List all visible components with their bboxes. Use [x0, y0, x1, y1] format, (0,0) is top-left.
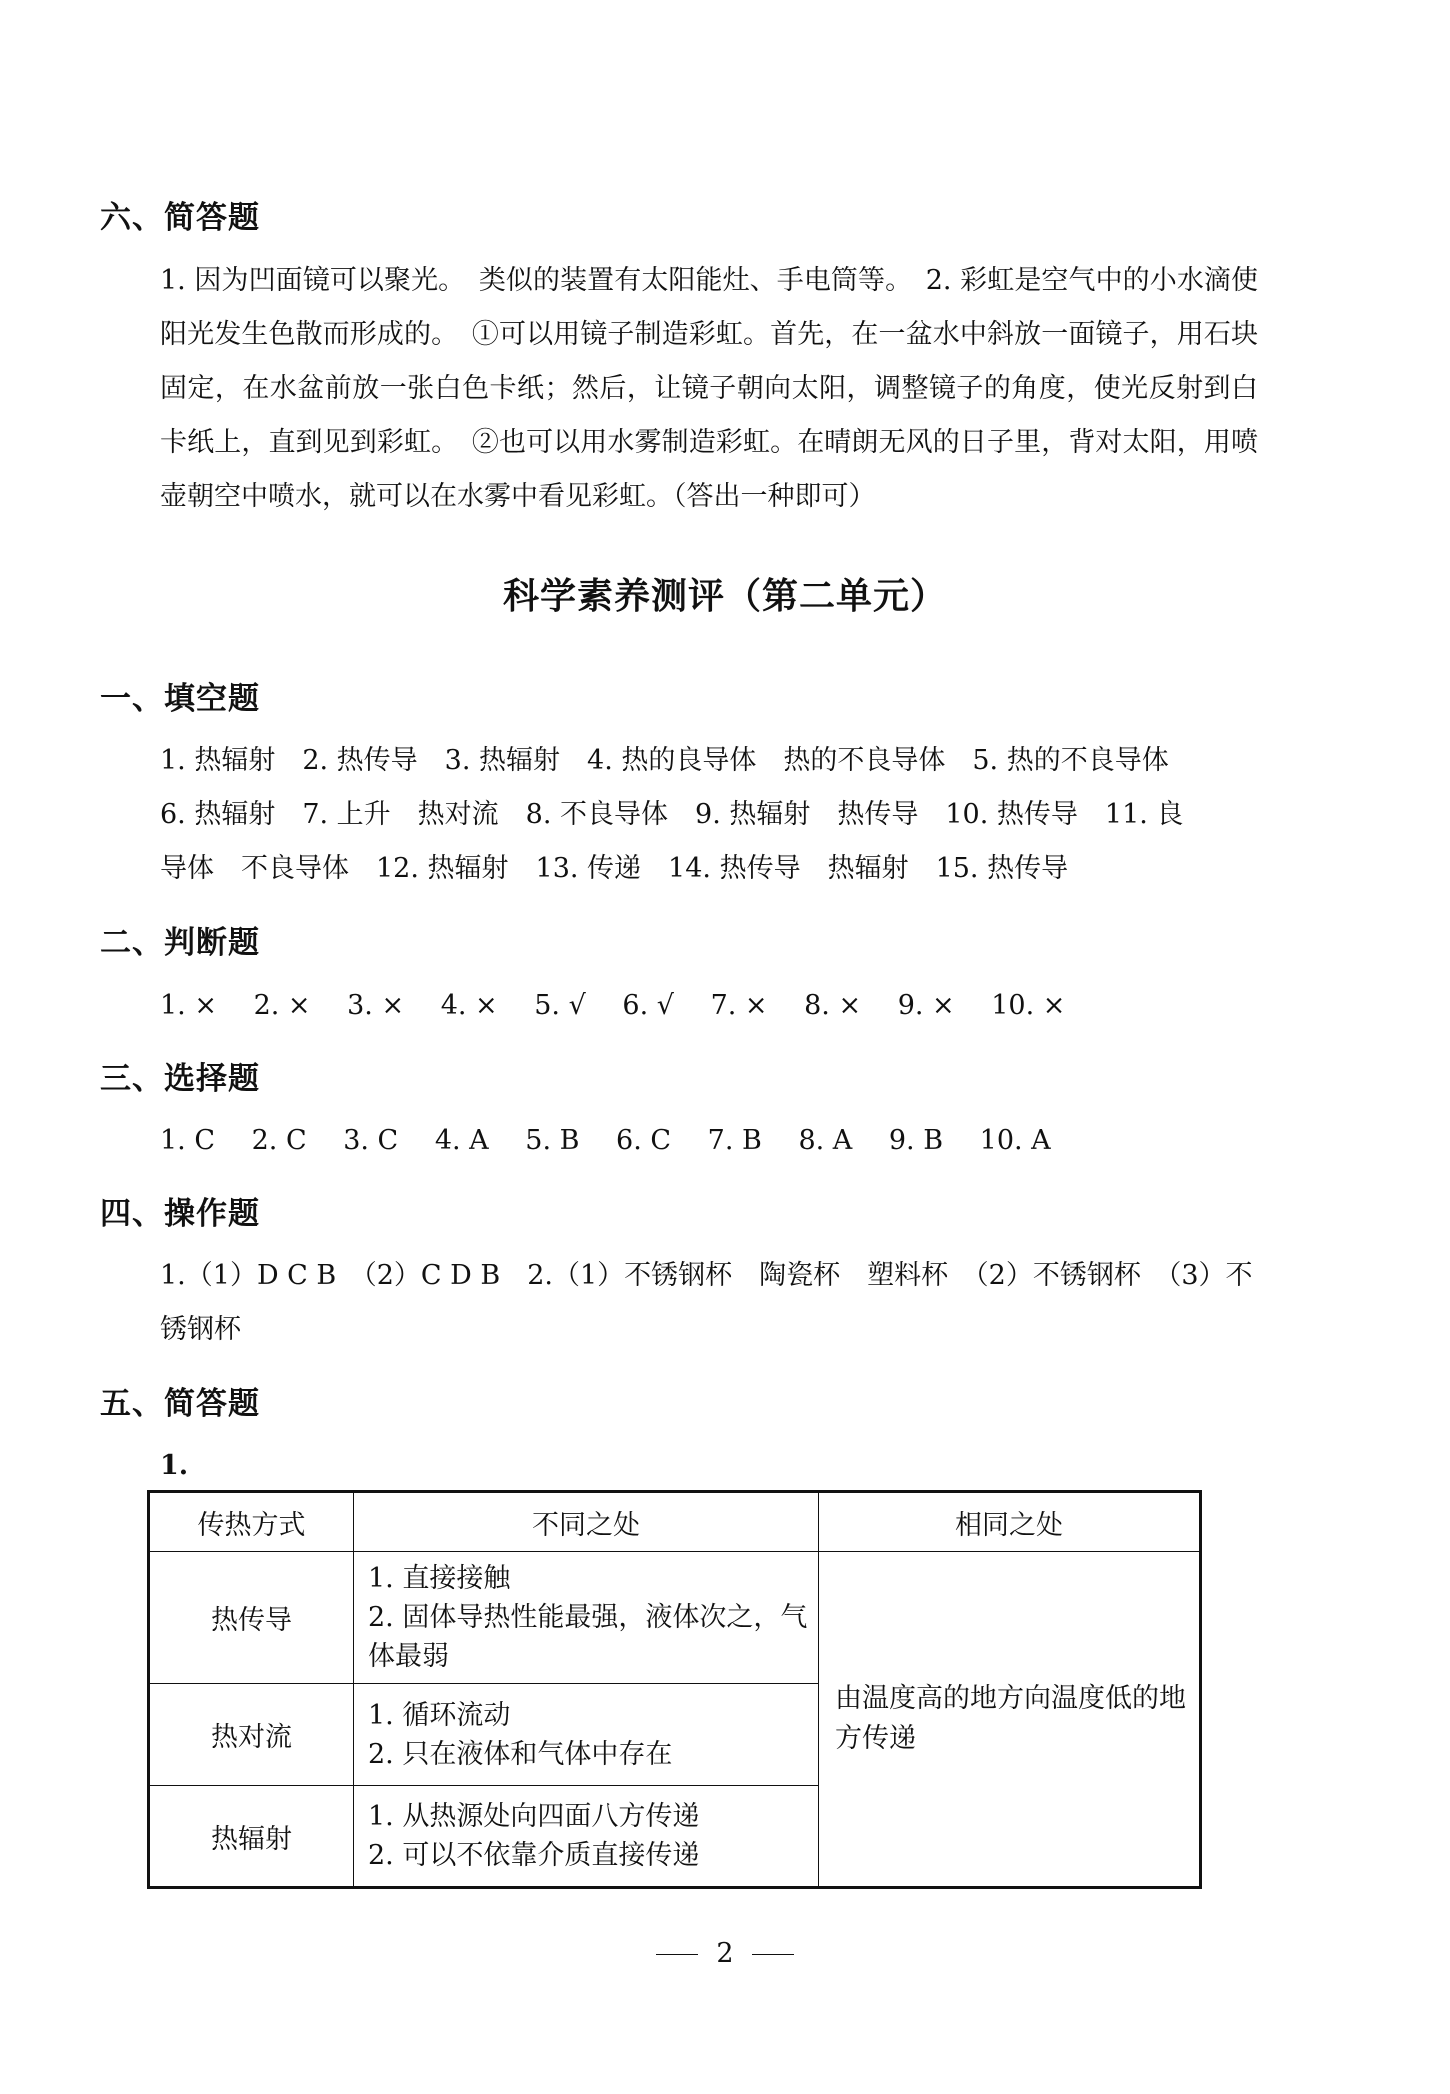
judge-answer: 9. × — [897, 990, 955, 1021]
choice-answer: 10. A — [979, 1125, 1051, 1156]
choice-answer: 4. A — [434, 1125, 489, 1156]
judge-answer: 4. × — [440, 990, 498, 1021]
table-header-row — [149, 1492, 1201, 1552]
choice-answer: 3. C — [343, 1125, 399, 1156]
table-header: 相同之处 — [819, 1492, 1201, 1552]
operation-line-1: 1.（1）D C B （2）C D B 2.（1）不锈钢杯 陶瓷杯 塑料杯 （2）不锈钢杯 （3）不 — [160, 1260, 1253, 1291]
table-header: 不同之处 — [354, 1492, 819, 1552]
diff-item: 1. 从热源处向四面八方传递 — [368, 1801, 700, 1832]
page-footer — [0, 1938, 1450, 1969]
choice-answer: 1. C — [160, 1125, 216, 1156]
method-cell: 热传导 — [149, 1552, 354, 1684]
choice-answers — [160, 1114, 1258, 1168]
judge-answer: 3. × — [347, 990, 405, 1021]
judge-answer: 8. × — [804, 990, 862, 1021]
question-number: 1. — [160, 1450, 189, 1481]
diff-item: 1. 直接接触 — [368, 1563, 511, 1594]
common-cell: 由温度高的地方向温度低的地方传递 — [819, 1552, 1201, 1888]
table-row — [149, 1552, 1201, 1684]
judge-answer: 7. × — [710, 990, 768, 1021]
judge-answer: 1. × — [160, 990, 217, 1021]
heat-transfer-table — [147, 1490, 1202, 1889]
page-number: 2 — [716, 1938, 734, 1969]
choice-answer: 6. C — [616, 1125, 672, 1156]
judge-answer: 2. × — [253, 990, 311, 1021]
diff-cell — [354, 1684, 819, 1786]
choice-answer: 2. C — [251, 1125, 307, 1156]
fill-blank-line-3: 导体 不良导体 12. 热辐射 13. 传递 14. 热传导 热辐射 15. 热传导 — [160, 853, 1069, 884]
judge-heading: 二、判断题 — [100, 925, 260, 961]
diff-item: 2. 只在液体和气体中存在 — [368, 1738, 673, 1770]
diff-item: 1. 循环流动 — [368, 1699, 511, 1731]
diff-item: 2. 可以不依靠介质直接传递 — [368, 1840, 700, 1871]
choice-answer: 5. B — [525, 1125, 580, 1156]
judge-answers — [160, 979, 1258, 1033]
choice-heading: 三、选择题 — [100, 1061, 260, 1097]
footer-dash — [656, 1954, 698, 1955]
judge-answer: 10. × — [991, 990, 1066, 1021]
fill-blank-heading: 一、填空题 — [100, 681, 260, 717]
diff-cell — [354, 1552, 819, 1684]
diff-cell — [354, 1786, 819, 1888]
fill-blank-line-2: 6. 热辐射 7. 上升 热对流 8. 不良导体 9. 热辐射 热传导 10. 热传导 11. 良 — [160, 799, 1184, 830]
method-cell: 热对流 — [149, 1684, 354, 1786]
table-header: 传热方式 — [149, 1492, 354, 1552]
short-answer-heading: 五、简答题 — [100, 1386, 260, 1422]
fill-blank-line-1: 1. 热辐射 2. 热传导 3. 热辐射 4. 热的良导体 热的不良导体 5. 热的不良导体 — [160, 745, 1169, 776]
choice-answer: 8. A — [798, 1125, 853, 1156]
choice-answer: 7. B — [707, 1125, 762, 1156]
choice-answer: 9. B — [888, 1125, 944, 1156]
operation-heading: 四、操作题 — [100, 1196, 260, 1232]
judge-answer: 5. √ — [534, 990, 586, 1021]
method-cell: 热辐射 — [149, 1786, 354, 1888]
footer-dash — [752, 1954, 794, 1955]
diff-item: 2. 固体导热性能最强，液体次之，气体最弱 — [368, 1602, 808, 1672]
operation-line-2: 锈钢杯 — [160, 1314, 241, 1345]
judge-answer: 6. √ — [622, 990, 674, 1021]
section-six-answer: 1. 因为凹面镜可以聚光。 类似的装置有太阳能灶、手电筒等。 2. 彩虹是空气中的小水滴使阳光发生色散而形成的。 ①可以用镜子制造彩虹。首先，在一盆水中斜放一面镜子，用石块固定，在水盆前放一张白色卡纸；然后，让镜子朝向太阳，调整镜子的角度，使光反射到白卡纸上，直到见到彩虹。 ②也可以用水雾制造彩虹。在晴朗无风的日子里，背对太阳，用喷壶朝空中喷水，就可以在水雾中看见彩虹。（答出一种即可） — [160, 265, 1258, 512]
unit-title: 科学素养测评（第二单元） — [502, 576, 947, 617]
section-six-heading: 六、简答题 — [100, 200, 260, 236]
